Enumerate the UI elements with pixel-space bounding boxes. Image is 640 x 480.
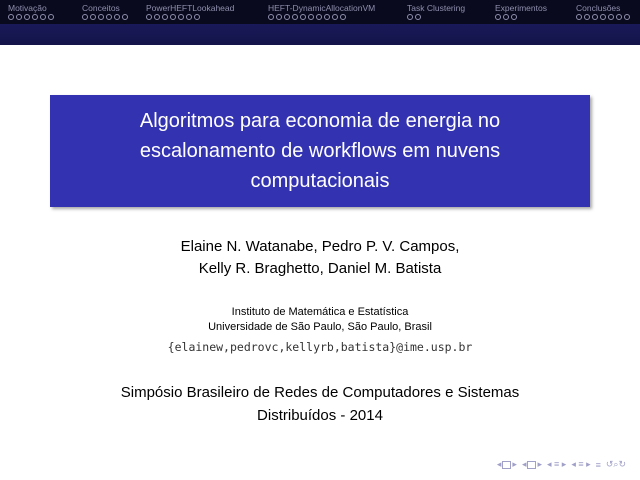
conference bbox=[0, 381, 640, 427]
nav-dots-conclusoes[interactable] bbox=[576, 14, 630, 20]
prev-frame-icon[interactable]: ◂ ▸ bbox=[496, 459, 517, 469]
prev-subsection-icon[interactable]: ◂ ▸ bbox=[521, 459, 543, 469]
nav-frame-dot[interactable] bbox=[40, 14, 46, 20]
nav-frame-dot[interactable] bbox=[576, 14, 582, 20]
affiliation-line: Instituto de Matemática e Estatística bbox=[231, 306, 409, 318]
nav-frame-dot[interactable] bbox=[584, 14, 590, 20]
nav-frame-dot[interactable] bbox=[194, 14, 200, 20]
nav-frame-dot[interactable] bbox=[146, 14, 152, 20]
title-line: computacionais bbox=[250, 170, 390, 192]
nav-frame-dot[interactable] bbox=[162, 14, 168, 20]
authors-line: Kelly R. Braghetto, Daniel M. Batista bbox=[198, 260, 442, 277]
nav-frame-dot[interactable] bbox=[8, 14, 14, 20]
nav-frame-dot[interactable] bbox=[106, 14, 112, 20]
nav-frame-dot[interactable] bbox=[340, 14, 346, 20]
nav-frame-dot[interactable] bbox=[32, 14, 38, 20]
appendix-icon[interactable]: ≡ bbox=[595, 459, 601, 470]
title-line: escalonamento de workflows em nuvens bbox=[139, 140, 501, 162]
nav-frame-dot[interactable] bbox=[48, 14, 54, 20]
nav-dots-motivacao[interactable] bbox=[8, 14, 54, 20]
nav-section-conclusoes[interactable]: Conclusões bbox=[576, 3, 621, 13]
nav-frame-dot[interactable] bbox=[592, 14, 598, 20]
nav-frame-dot[interactable] bbox=[276, 14, 282, 20]
nav-frame-dot[interactable] bbox=[308, 14, 314, 20]
nav-frame-dot[interactable] bbox=[608, 14, 614, 20]
nav-frame-dot[interactable] bbox=[122, 14, 128, 20]
nav-frame-dot[interactable] bbox=[98, 14, 104, 20]
nav-frame-dot[interactable] bbox=[154, 14, 160, 20]
nav-frame-dot[interactable] bbox=[415, 14, 421, 20]
beamer-navigation-controls bbox=[497, 459, 626, 470]
nav-frame-dot[interactable] bbox=[616, 14, 622, 20]
prev-subsection-list-icon[interactable]: ◂ ≡ ▸ bbox=[571, 459, 591, 469]
nav-frame-dot[interactable] bbox=[178, 14, 184, 20]
title-box bbox=[50, 95, 590, 207]
authors bbox=[0, 236, 640, 280]
nav-dots-conceitos[interactable] bbox=[82, 14, 128, 20]
conference-line: Simpósio Brasileiro de Redes de Computadores e Sistemas bbox=[120, 384, 520, 401]
nav-dots-task-clustering[interactable] bbox=[407, 14, 421, 20]
prev-section-icon[interactable]: ◂ ≡ ▸ bbox=[547, 459, 567, 469]
affiliation-line: Universidade de São Paulo, São Paulo, Brasil bbox=[208, 321, 432, 333]
nav-frame-dot[interactable] bbox=[268, 14, 274, 20]
nav-section-conceitos[interactable]: Conceitos bbox=[82, 3, 120, 13]
nav-section-experimentos[interactable]: Experimentos bbox=[495, 3, 547, 13]
nav-frame-dot[interactable] bbox=[300, 14, 306, 20]
nav-dots-heft-dynamicallocationvm[interactable] bbox=[268, 14, 346, 20]
affiliation bbox=[0, 305, 640, 335]
author-emails: {elainew,pedrovc,kellyrb,batista}@ime.usp.br bbox=[167, 340, 473, 354]
title-line: Algoritmos para economia de energia no bbox=[139, 110, 501, 132]
presentation-title bbox=[100, 106, 540, 196]
nav-frame-dot[interactable] bbox=[16, 14, 22, 20]
nav-frame-dot[interactable] bbox=[332, 14, 338, 20]
nav-frame-dot[interactable] bbox=[600, 14, 606, 20]
search-icon[interactable]: ↺⌕↻ bbox=[605, 459, 626, 469]
nav-frame-dot[interactable] bbox=[503, 14, 509, 20]
nav-frame-dot[interactable] bbox=[90, 14, 96, 20]
conference-line: Distribuídos - 2014 bbox=[257, 407, 383, 424]
nav-frame-dot[interactable] bbox=[186, 14, 192, 20]
nav-frame-dot[interactable] bbox=[292, 14, 298, 20]
nav-dots-powerheftlookahead[interactable] bbox=[146, 14, 200, 20]
authors-line: Elaine N. Watanabe, Pedro P. V. Campos, bbox=[180, 238, 460, 255]
nav-frame-dot[interactable] bbox=[114, 14, 120, 20]
nav-section-powerheftlookahead[interactable]: PowerHEFTLookahead bbox=[146, 3, 235, 13]
nav-frame-dot[interactable] bbox=[511, 14, 517, 20]
nav-frame-dot[interactable] bbox=[170, 14, 176, 20]
nav-frame-dot[interactable] bbox=[24, 14, 30, 20]
nav-frame-dot[interactable] bbox=[495, 14, 501, 20]
nav-section-heft-dynamicallocationvm[interactable]: HEFT-DynamicAllocationVM bbox=[268, 3, 376, 13]
nav-section-task-clustering[interactable]: Task Clustering bbox=[407, 3, 466, 13]
nav-frame-dot[interactable] bbox=[284, 14, 290, 20]
nav-dots-experimentos[interactable] bbox=[495, 14, 517, 20]
nav-frame-dot[interactable] bbox=[82, 14, 88, 20]
nav-section-motivacao[interactable]: Motivação bbox=[8, 3, 47, 13]
nav-frame-dot[interactable] bbox=[316, 14, 322, 20]
section-navigation-bar bbox=[0, 0, 640, 24]
nav-frame-dot[interactable] bbox=[624, 14, 630, 20]
nav-frame-dot[interactable] bbox=[324, 14, 330, 20]
nav-frame-dot[interactable] bbox=[407, 14, 413, 20]
header-strip bbox=[0, 24, 640, 45]
